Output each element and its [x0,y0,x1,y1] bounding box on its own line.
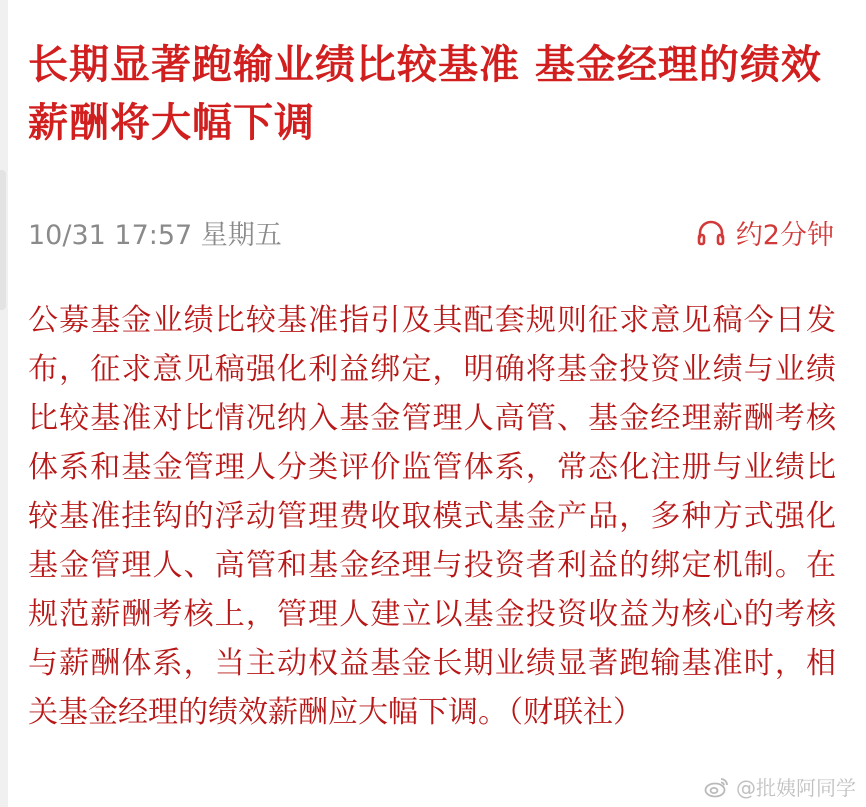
watermark-text: @批姨阿同学 [736,776,856,800]
listen-duration: 约2分钟 [735,219,834,251]
article-title: 长期显著跑输业绩比较基准 基金经理的绩效薪酬将大幅下调 [28,42,822,146]
listen-button[interactable] [696,213,834,252]
weibo-icon [704,776,730,798]
watermark [704,772,856,801]
left-edge-strip [0,0,8,807]
headphones-icon [696,218,726,246]
article-meta [28,212,834,252]
scroll-handle[interactable] [0,170,6,310]
article-body: 公募基金业绩比较基准指引及其配套规则征求意见稿今日发布，征求意见稿强化利益绑定，明确将基金投资业绩与业绩比较基准对比情况纳入基金管理人高管、基金经理薪酬考核体系和基金管理人分类评价监管体系，常态化注册与业绩比较基准挂钩的浮动管理费收取模式基金产品，多种方式强化基金管理人、高管和基金经理与投资者利益的绑定机制。在规范薪酬考核上，管理人建立以基金投资收益为核心的考核与薪酬体系，当主动权益基金长期业绩显著跑输基准时，相关基金经理的绩效薪酬应大幅下调。（财联社） [28,303,836,730]
publish-datetime: 10/31 17:57 星期五 [28,219,282,251]
